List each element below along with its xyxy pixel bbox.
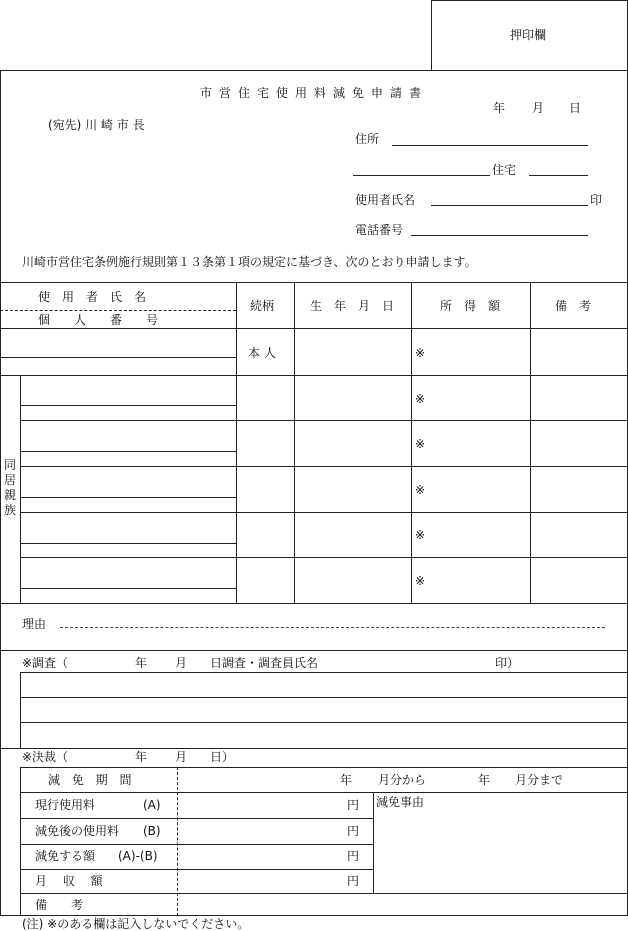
row-unit: 円 — [347, 824, 360, 838]
row-unit: 円 — [347, 798, 360, 812]
row-code: (A)-(B) — [118, 849, 158, 863]
name-label: 使用者氏名 — [355, 193, 416, 207]
row-label: 月 収 額 — [35, 874, 109, 888]
row-label: 現行使用料 — [35, 798, 96, 812]
header-name: 使 用 者 氏 名 — [38, 290, 147, 304]
period-year-to: 年 — [478, 773, 491, 787]
phone-label: 電話番号 — [355, 223, 404, 237]
period-year-from: 年 — [340, 773, 353, 787]
row-code: (B) — [143, 824, 161, 838]
row-code: (A) — [143, 798, 161, 812]
name-field[interactable] — [431, 205, 588, 206]
header-remarks: 備 考 — [555, 299, 592, 313]
survey-month: 月 — [175, 656, 188, 670]
income-mark: ※ — [415, 437, 426, 451]
survey-label: ※調査（ — [22, 656, 69, 670]
header-number: 個 人 番 号 — [38, 313, 159, 327]
exemption-reason-label: 減免事由 — [376, 795, 425, 809]
row-label: 減免する額 — [35, 849, 96, 863]
period-month-from: 月分から — [378, 773, 427, 787]
stamp-label: 押印欄 — [510, 28, 547, 42]
decision-month: 月 — [175, 750, 188, 764]
phone-field[interactable] — [411, 235, 588, 236]
reason-label: 理由 — [22, 617, 47, 631]
header-relation: 続柄 — [250, 299, 275, 313]
header-birth: 生 年 月 日 — [310, 299, 395, 313]
income-mark: ※ — [415, 392, 426, 406]
date-month: 月 — [532, 101, 545, 115]
income-mark: ※ — [415, 483, 426, 497]
seal-mark: 印 — [590, 193, 603, 207]
period-label: 減 免 期 間 — [48, 773, 136, 787]
survey-seal: 印） — [495, 656, 520, 670]
decision-year: 年 — [135, 750, 148, 764]
footnote: (注) ※のある欄は記入しないでください。 — [22, 917, 250, 931]
income-mark: ※ — [415, 346, 426, 360]
survey-box — [20, 672, 628, 748]
statement: 川崎市営住宅条例施行規則第１３条第１項の規定に基づき、次のとおり申請します。 — [22, 255, 477, 269]
address-field[interactable] — [392, 145, 588, 146]
reason-field[interactable] — [60, 627, 605, 628]
addressee: (宛先) 川 崎 市 長 — [48, 118, 145, 132]
housing-number-field[interactable] — [529, 175, 588, 176]
decision-label: ※決裁（ — [22, 750, 69, 764]
date-day: 日 — [569, 101, 582, 115]
row-unit: 円 — [347, 874, 360, 888]
address-label: 住所 — [355, 132, 380, 146]
header-income: 所 得 額 — [440, 299, 501, 313]
decision-day: 日） — [210, 750, 235, 764]
income-mark: ※ — [415, 574, 426, 588]
income-mark: ※ — [415, 528, 426, 542]
housing-label: 住宅 — [492, 163, 517, 177]
family-label: 同居親族 — [4, 458, 17, 517]
housing-field[interactable] — [353, 175, 490, 176]
period-month-to: 月分まで — [515, 773, 564, 787]
row-unit: 円 — [347, 849, 360, 863]
survey-text: 日調査・調査員氏名 — [210, 656, 319, 670]
survey-year: 年 — [135, 656, 148, 670]
decision-remarks-label: 備 考 — [35, 898, 84, 912]
row-label: 減免後の使用料 — [35, 824, 120, 838]
date-year: 年 — [493, 101, 506, 115]
self-relation: 本 人 — [248, 346, 276, 360]
form-title: 市営住宅使用料減免申請書 — [200, 86, 429, 100]
